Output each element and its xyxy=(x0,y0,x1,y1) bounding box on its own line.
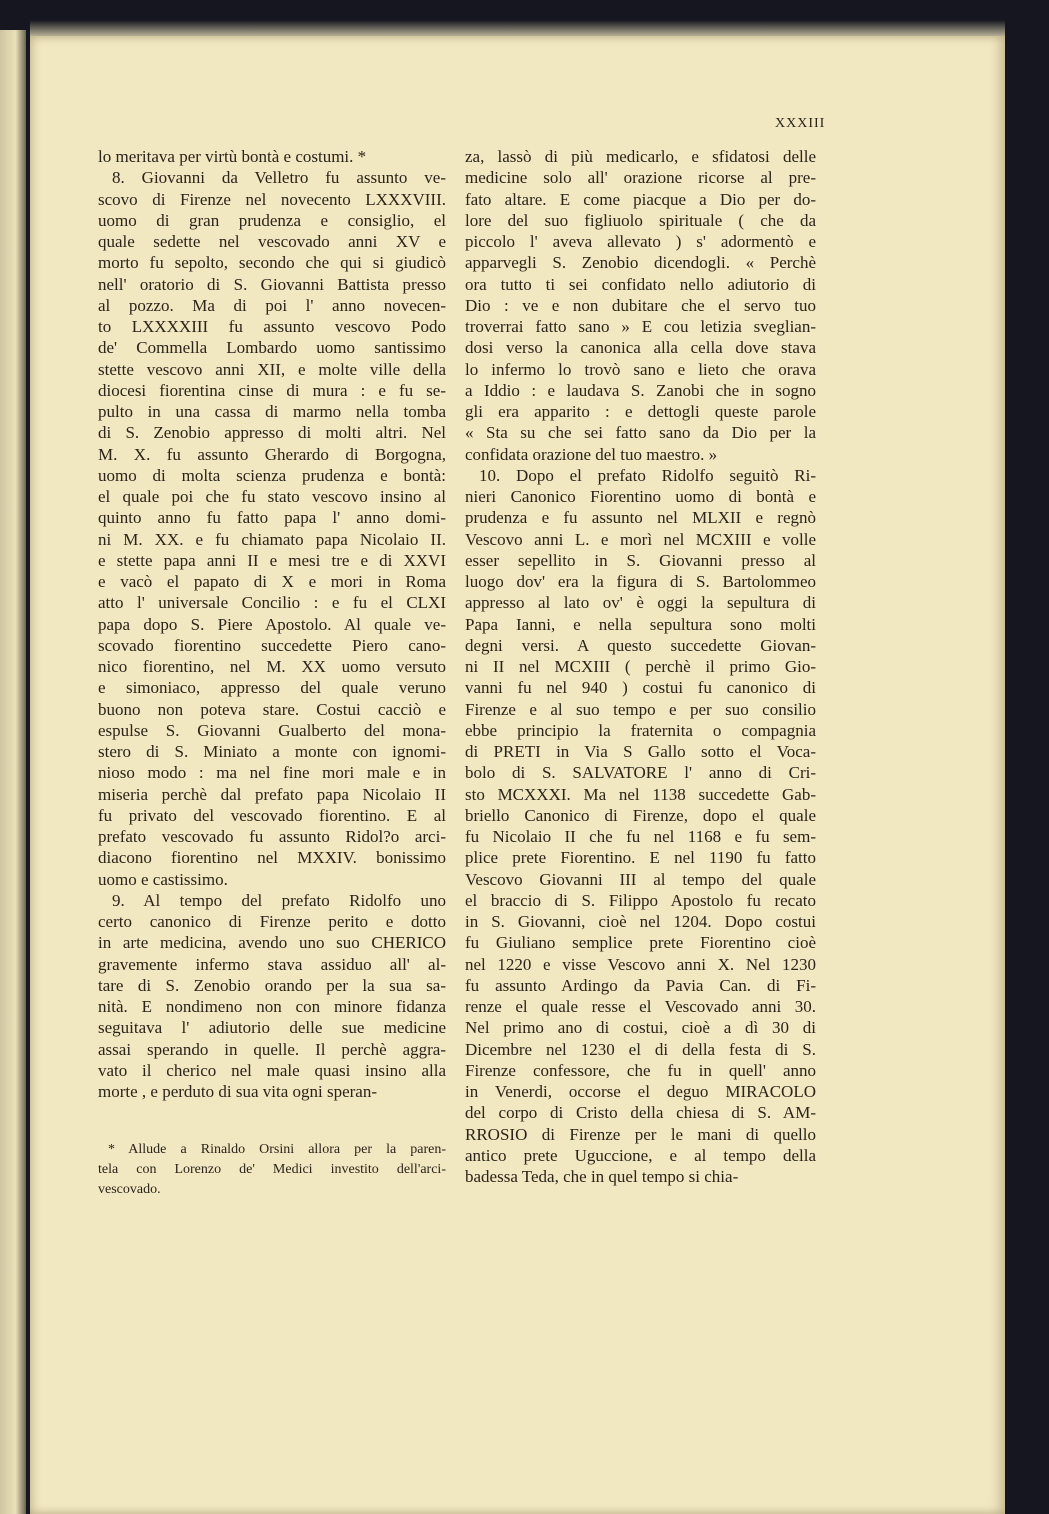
text-line: morto fu sepolto, secondo che qui si giudicò xyxy=(98,253,446,273)
text-line: del corpo di Cristo della chiesa di S. AM- xyxy=(465,1103,816,1123)
text-line: di S. Zenobio appresso di molti altri. Nel xyxy=(98,423,446,443)
right-column xyxy=(465,146,816,1187)
text-line: appresso al lato ov' è oggi la sepultura di xyxy=(465,593,816,613)
text-line: e simoniaco, appresso del quale veruno xyxy=(98,678,446,698)
text-line: vescovado. xyxy=(98,1182,161,1197)
text-line: papa dopo S. Piere Apostolo. Al quale ve- xyxy=(98,614,446,634)
text-line: briello Canonico di Firenze, dopo el quale xyxy=(465,805,816,825)
text-line: vato il cherico nel male quasi insino alla xyxy=(98,1060,446,1080)
text-line: fu assunto Ardingo da Pavia Can. di Fi- xyxy=(465,975,816,995)
text-line: gravemente infermo stava assiduo all' al- xyxy=(98,954,446,974)
text-line: prudenza e fu assunto nel MLXII e regnò xyxy=(465,508,816,528)
text-line: in arte medicina, avendo uno suo CHERICO xyxy=(98,933,446,953)
text-line: de' Commella Lombardo uomo santissimo xyxy=(98,338,446,358)
text-line: diacono fiorentino nel MXXIV. bonissimo xyxy=(98,848,446,868)
text-line: Dio : ve e non dubitare che el servo tuo xyxy=(465,295,816,315)
text-line: uomo di molta scienza prudenza e bontà: xyxy=(98,465,446,485)
text-line: * Allude a Rinaldo Orsini allora per la paren- xyxy=(108,1142,446,1157)
text-line: quinto anno fu fatto papa l' anno domi- xyxy=(98,508,446,528)
text-line: nieri Canonico Fiorentino uomo di bontà e xyxy=(465,487,816,506)
text-line: gli era apparito : e dettogli queste parole xyxy=(465,402,816,421)
text-line: nel 1220 e visse Vescovo anni X. Nel 1230 xyxy=(465,954,816,974)
text-line: atto l' universale Concilio : e fu el CLXI xyxy=(98,593,446,613)
text-line: seguitava l' adiutorio delle sue medicine xyxy=(98,1018,446,1038)
text-line: Firenze confessore, che fu in quell' anno xyxy=(465,1060,816,1080)
text-line: lore del suo figliuolo spirituale ( che da xyxy=(465,210,816,230)
text-line: uomo di gran prudenza e consiglio, el xyxy=(98,210,446,230)
text-line: ni II nel MCXIII ( perchè il primo Gio- xyxy=(465,657,816,676)
text-line: nità. E nondimeno non con minore fidanza xyxy=(98,997,446,1016)
text-line: za, lassò di più medicarlo, e sfidatosi delle xyxy=(465,147,816,166)
text-line: renze el quale resse el Vescovado anni 30. xyxy=(465,997,816,1016)
text-line: pulto in una cassa di marmo nella tomba xyxy=(98,402,446,421)
text-line: Firenze e al suo tempo e per suo consilio xyxy=(465,699,816,719)
text-line: troverrai fatto sano » E cou letizia sveglian- xyxy=(465,317,816,336)
text-line: Vescovo anni L. e morì nel MCXIII e volle xyxy=(465,529,816,549)
text-line: esser sepellito in S. Giovanni presso al xyxy=(465,550,816,570)
text-line: antico prete Uguccione, e al tempo della xyxy=(465,1145,816,1165)
text-line: stero di S. Miniato a monte con ignomi- xyxy=(98,742,446,761)
text-line: al pozzo. Ma di poi l' anno novecen- xyxy=(98,295,446,315)
text-line: ni M. XX. e fu chiamato papa Nicolaio II. xyxy=(98,529,446,549)
text-line: a Iddio : e laudava S. Zanobi che in sogno xyxy=(465,380,816,400)
text-line: to LXXXXIII fu assunto vescovo Podo xyxy=(98,317,446,336)
text-line: uomo e castissimo. xyxy=(98,869,228,889)
text-line: morte , e perduto di sua vita ogni speran- xyxy=(98,1082,378,1101)
text-line: ora tutto ti sei confidato nello adiutorio di xyxy=(465,274,816,294)
text-line: fato altare. E come piacque a Dio per do- xyxy=(465,189,816,209)
text-line: prefato vescovado fu assunto Ridol?o arci- xyxy=(98,827,446,846)
text-line: nell' oratorio di S. Giovanni Battista presso xyxy=(98,274,446,294)
text-line: plice prete Fiorentino. E nel 1190 fu fatto xyxy=(465,848,816,868)
page-number: XXXIII xyxy=(775,116,826,131)
text-line: e vacò el papato di X e mori in Roma xyxy=(98,572,446,591)
text-line: sto MCXXXI. Ma nel 1138 succedette Gab- xyxy=(465,784,816,804)
text-line: nioso modo : ma nel fine mori male e in xyxy=(98,763,446,783)
footnote xyxy=(98,1140,446,1200)
text-line: degni versi. A questo succedette Giovan- xyxy=(465,635,816,655)
text-line: lo meritava per virtù bontà e costumi. * xyxy=(98,147,367,166)
text-line: piccolo l' aveva allevato ) s' adormentò e xyxy=(465,232,816,251)
left-column xyxy=(98,146,446,1102)
text-line: luogo dov' era la figura di S. Bartolommeo xyxy=(465,572,816,591)
text-line: e stette papa anni II e mesi tre e di XXVI xyxy=(98,550,446,570)
text-line: tela con Lorenzo de' Medici investito dell'arci- xyxy=(98,1162,446,1177)
text-line: scovado fiorentino succedette Piero cano- xyxy=(98,635,446,655)
text-line: in S. Giovanni, cioè nel 1204. Dopo costui xyxy=(465,912,816,931)
text-line: badessa Teda, che in quel tempo si chia- xyxy=(465,1167,739,1186)
text-line: scovo di Firenze nel novecento LXXXVIII. xyxy=(98,189,446,209)
text-line: confidata orazione del tuo maestro. » xyxy=(465,444,718,464)
text-line: vanni fu nel 940 ) costui fu canonico di xyxy=(465,678,816,698)
text-line: nico fiorentino, nel M. XX uomo versuto xyxy=(98,657,446,676)
text-line: quale sedette nel vescovado anni XV e xyxy=(98,232,446,251)
text-line: 10. Dopo el prefato Ridolfo seguitò Ri- xyxy=(479,465,816,485)
text-line: Nel primo ano di costui, cioè a dì 30 di xyxy=(465,1018,816,1038)
text-line: diocesi fiorentina cinse di mura : e fu se- xyxy=(98,380,446,400)
text-line: buono non poteva stare. Costui cacciò e xyxy=(98,699,446,719)
text-line: bolo di S. SALVATORE l' anno di Cri- xyxy=(465,763,816,783)
text-line: Dicembre nel 1230 el di della festa di S. xyxy=(465,1039,816,1059)
text-line: assai sperando in quelle. Il perchè aggra- xyxy=(98,1039,446,1059)
text-line: RROSIO di Firenze per le mani di quello xyxy=(465,1124,816,1144)
text-line: el braccio di S. Filippo Apostolo fu recato xyxy=(465,890,816,910)
text-line: M. X. fu assunto Gherardo di Borgogna, xyxy=(98,444,446,464)
text-line: stette vescovo anni XII, e molte ville della xyxy=(98,359,446,379)
text-line: lo infermo lo trovò sano e lieto che orava xyxy=(465,359,816,379)
text-line: espulse S. Giovanni Gualberto del mona- xyxy=(98,720,446,740)
text-line: 9. Al tempo del prefato Ridolfo uno xyxy=(112,890,446,910)
text-line: « Sta su che sei fatto sano da Dio per la xyxy=(465,423,816,443)
previous-page-edge xyxy=(0,30,26,1514)
text-line: di PRETI in Via S Gallo sotto el Voca- xyxy=(465,742,816,761)
text-line: el quale poi che fu stato vescovo insino al xyxy=(98,487,446,506)
text-line: Papa Ianni, e nella sepultura sono molti xyxy=(465,614,816,634)
text-line: 8. Giovanni da Velletro fu assunto ve- xyxy=(112,168,446,188)
text-line: medicine solo all' orazione ricorse al pre- xyxy=(465,168,816,188)
text-line: in Venerdi, occorse el deguo MIRACOLO xyxy=(465,1082,816,1101)
text-line: dosi verso la canonica alla cella dove stava xyxy=(465,338,816,358)
text-line: certo canonico di Firenze perito e dotto xyxy=(98,912,446,931)
text-line: apparvegli S. Zenobio dicendogli. « Perchè xyxy=(465,253,816,273)
text-line: tare di S. Zenobio orando per la sua sa- xyxy=(98,975,446,995)
text-line: fu Nicolaio II che fu nel 1168 e fu sem- xyxy=(465,827,816,846)
text-line: fu Giuliano semplice prete Fiorentino cioè xyxy=(465,933,816,953)
text-line: ebbe principio la fraternita o compagnia xyxy=(465,720,816,740)
text-line: fu privato del vescovado fiorentino. E al xyxy=(98,805,446,825)
text-line: miseria perchè dal prefato papa Nicolaio II xyxy=(98,784,446,804)
text-line: Vescovo Giovanni III al tempo del quale xyxy=(465,869,816,889)
